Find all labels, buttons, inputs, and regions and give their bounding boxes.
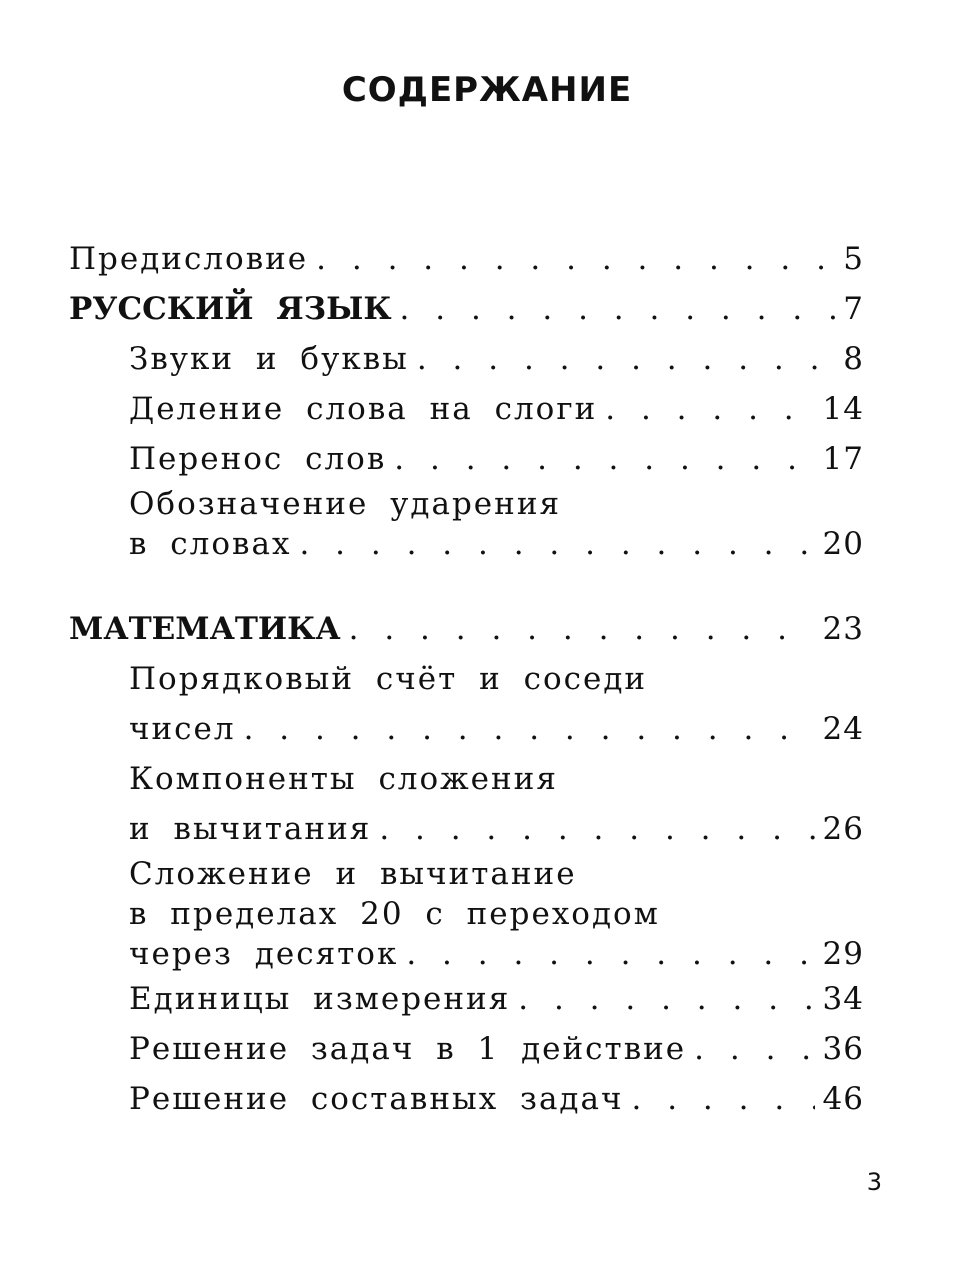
- toc-entry-compound-problems[interactable]: [69, 1074, 864, 1124]
- page-number: 3: [866, 1168, 882, 1196]
- dot-leader: [392, 284, 836, 334]
- toc-entry-page: 5: [843, 241, 864, 277]
- toc-entry-word-hyphenation[interactable]: [69, 434, 864, 484]
- toc-entry-stress-marking[interactable]: [69, 484, 864, 564]
- toc-entry-sounds-letters[interactable]: [69, 334, 864, 384]
- toc-entry-page: 20: [822, 526, 864, 562]
- dot-leader: [308, 234, 835, 284]
- toc-entry-last-line: [69, 704, 864, 754]
- toc-entry-page: 34: [822, 981, 864, 1017]
- dot-leader: [510, 974, 814, 1024]
- dot-leader: [686, 1024, 814, 1074]
- dot-leader: [398, 934, 814, 974]
- toc-entry-page: 29: [822, 936, 864, 972]
- section-gap: [69, 564, 864, 604]
- dot-leader: [236, 704, 815, 754]
- toc-entry-label-line: в пределах 20 с переходом: [129, 896, 660, 932]
- toc-section-label: РУССКИЙ ЯЗЫК: [69, 291, 392, 327]
- toc-entry-label: Решение составных задач: [129, 1081, 624, 1117]
- page-title: СОДЕРЖАНИЕ: [341, 70, 633, 110]
- toc-entry-label-line: Компоненты сложения: [129, 761, 558, 797]
- toc-section-label: МАТЕМАТИКА: [69, 611, 341, 647]
- toc-entry-page: 14: [822, 391, 864, 427]
- toc-entry-label: и вычитания: [129, 811, 372, 847]
- toc-entry-label: Предисловие: [69, 241, 309, 277]
- toc-entry-label: Решение задач в 1 действие: [129, 1031, 687, 1067]
- toc-section-page: 23: [822, 611, 864, 647]
- dot-leader: [624, 1074, 815, 1124]
- dot-leader: [597, 384, 814, 434]
- toc-section-page: 7: [843, 291, 864, 327]
- toc-entry-last-line: [69, 934, 864, 974]
- toc-entry-last-line: [69, 804, 864, 854]
- toc-entry-units[interactable]: [69, 974, 864, 1024]
- toc-entry-page: 46: [822, 1081, 864, 1117]
- toc-section-math[interactable]: [69, 604, 864, 654]
- toc-entry-label: Единицы измерения: [129, 981, 511, 1017]
- toc-entry-label: Звуки и буквы: [129, 341, 409, 377]
- toc-entry-page: 26: [822, 811, 864, 847]
- toc-entry-components[interactable]: [69, 754, 864, 854]
- toc-entry-last-line: [69, 524, 864, 564]
- dot-leader: [386, 434, 814, 484]
- dot-leader: [409, 334, 835, 384]
- toc-entry-label-line: Порядковый счёт и соседи: [129, 661, 648, 697]
- dot-leader: [341, 604, 815, 654]
- dot-leader: [371, 804, 814, 854]
- toc-entry-syllables[interactable]: [69, 384, 864, 434]
- toc-entry-label-line: Обозначение ударения: [129, 486, 562, 522]
- toc-entry-label: Перенос слов: [129, 441, 387, 477]
- toc-entry-page: 17: [822, 441, 864, 477]
- toc-entry-ordinal-counting[interactable]: [69, 654, 864, 754]
- toc-entry-page: 36: [822, 1031, 864, 1067]
- toc-entry-label-line: Сложение и вычитание: [129, 856, 577, 892]
- toc-entry-preface[interactable]: [69, 234, 864, 284]
- toc-entry-label: Деление слова на слоги: [129, 391, 598, 427]
- toc-entry-label: чисел: [129, 711, 236, 747]
- toc-entry-label: в словах: [129, 526, 292, 562]
- toc-entry-label: через десяток: [129, 936, 399, 972]
- toc-section-russian[interactable]: [69, 284, 864, 334]
- toc-entry-page: 8: [843, 341, 864, 377]
- toc-entry-one-step-problems[interactable]: [69, 1024, 864, 1074]
- dot-leader: [291, 524, 814, 564]
- toc-entry-page: 24: [822, 711, 864, 747]
- table-of-contents: [69, 234, 864, 1124]
- toc-entry-addition-subtraction[interactable]: [69, 854, 864, 974]
